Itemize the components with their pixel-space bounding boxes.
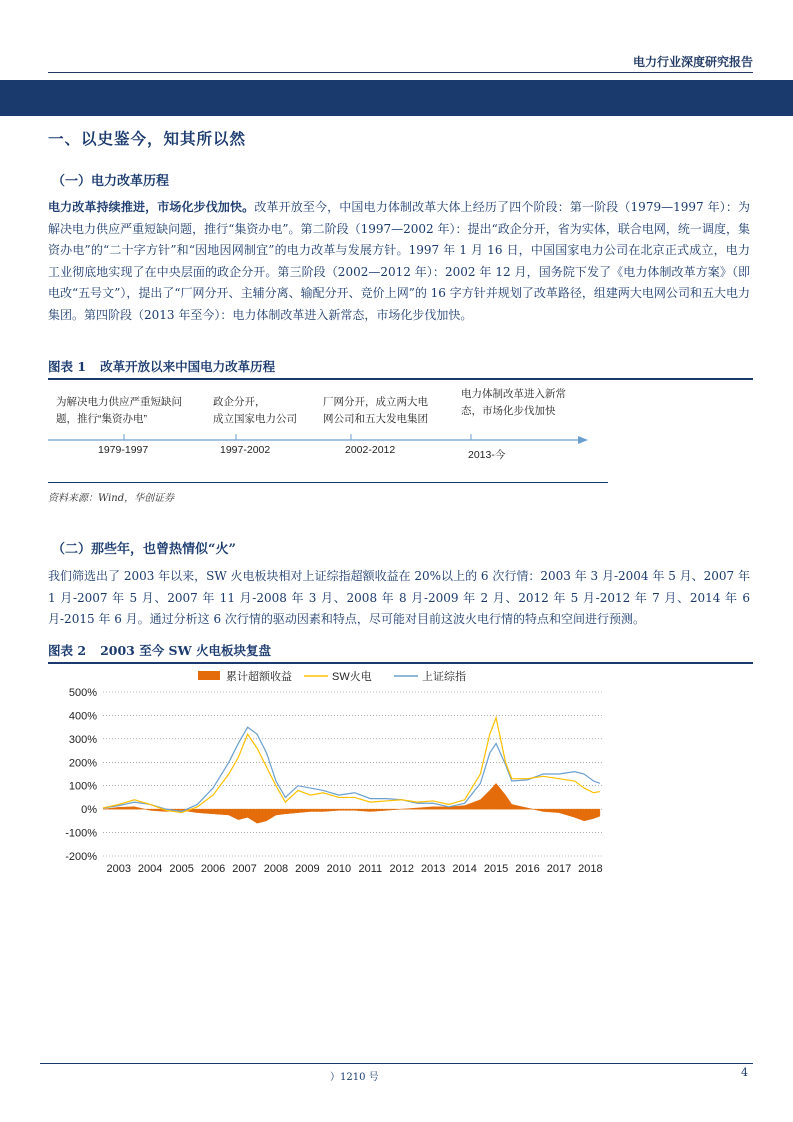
reform-timeline [48,380,608,483]
subsection-heading-1: （一）电力改革历程 [52,174,170,189]
x-tick-label: 2010 [326,863,352,875]
thermal-power-chart [48,664,608,879]
report-header-title: 电力行业深度研究报告 [632,55,753,69]
x-tick-label: 2014 [452,863,477,875]
x-tick-label: 2008 [263,863,289,875]
figure2-number: 图表 2 [48,643,87,658]
series-sw-thermal-line [103,718,600,813]
x-tick-label: 2003 [106,863,131,875]
timeline-arrow-icon [578,436,588,444]
y-tick-label: -200% [65,851,97,863]
y-tick-label: 400% [68,710,97,723]
x-tick-label: 2015 [483,863,509,875]
page-number: 4 [741,1066,748,1079]
x-tick-label: 2009 [295,863,320,875]
figure1-number: 图表 1 [48,359,87,374]
figure1-title [48,357,753,380]
figure1-caption: 改革开放以来中国电力改革历程 [100,359,276,374]
legend-label: 累计超额收益 [226,671,292,683]
y-tick-label: 100% [68,780,97,793]
footer-document-number: ）1210 号 [330,1072,379,1083]
x-tick-label: 2004 [137,863,163,875]
y-tick-label: -100% [65,827,97,840]
x-tick-label: 2016 [515,863,540,875]
series-excess-return-area [103,783,600,823]
legend-swatch [198,671,220,680]
y-tick-label: 200% [68,757,97,770]
paragraph-body: 改革开放至今，中国电力体制改革大体上经历了四个阶段：第一阶段（1979—1997 年）：为解决电力供应严重短缺问题，推行“集资办电”。第二阶段（1997—2002 年）：提出“政企分开，省为实体，联合电网，统一调度，集资办电”的“二十字方针”和“因地因网制宜”的电力改革与发展方针。1997 年 1 月 16 日，中国国家电力公司在北京正式成立，电力工业彻底地实现了在中央层面的政企分开。第三阶段（2002—2012 年）：2002 年 12 月，国务院下发了《电力体制改革方案》（即电改“五号文”），提出了“厂网分开、主辅分离、输配分开、竞价上网”的 16 字方针并规划了改革路径，组建两大电网公司和五大电力集团。第四阶段（2013 年至今）：电力体制改革进入新常态，市场化步伐加快。 [48,200,750,322]
legend-label: 上证综指 [422,671,466,683]
subsection-heading-2: （二）那些年，也曾热情似“火” [52,542,236,557]
timeline-stage-4: 电力体制改革进入新常 态，市场化步伐加快 [461,388,566,417]
timeline-stage-2: 政企分开， 成立国家电力公司 [213,396,297,425]
x-tick-label: 2017 [546,863,572,875]
x-tick-label: 2006 [200,863,226,875]
footer-rule [40,1063,753,1064]
section-heading: 一、以史鉴今，知其所以然 [48,129,247,148]
paragraph-lead: 电力改革持续推进，市场化步伐加快。 [48,200,255,214]
x-tick-label: 2012 [389,863,414,875]
timeline-period-3: 2002-2012 [345,444,396,456]
figure2-caption: 2003 至今 SW 火电板块复盘 [100,643,271,658]
x-tick-label: 2018 [578,863,603,875]
timeline-period-1: 1979-1997 [98,444,149,456]
timeline-stage-1: 为解决电力供应严重短缺问 题，推行“集资办电” [56,396,182,425]
timeline-period-4: 2013-今 [468,449,506,461]
x-tick-label: 2007 [232,863,257,875]
reform-history-paragraph [48,197,750,326]
header-rule [48,72,753,73]
y-tick-label: 300% [68,733,97,746]
y-tick-label: 0% [81,804,97,817]
x-tick-label: 2005 [169,863,194,875]
y-tick-label: 500% [68,687,97,699]
x-tick-label: 2011 [358,863,383,875]
thermal-rally-paragraph: 我们筛选出了 2003 年以来，SW 火电板块相对上证综指超额收益在 20%以上的 6 次行情：2003 年 3 月-2004 年 5 月、2007 年 1 月-2007 年 5 月、2007 年 11 月-2008 年 3 月、2008 年 8 月-2009 年 2 月、2012 年 5 月-2012 年 7 月、2014 年 6 月-2015 年 6 月。通过分析这 6 次行情的驱动因素和特点，尽可能对目前这波火电行情的特点和空间进行预测。 [48,569,750,626]
legend-label: SW火电 [332,671,372,683]
figure2-title [48,641,753,664]
timeline-stage-3: 厂网分开，成立两大电 网公司和五大发电集团 [323,396,428,425]
header-band [0,80,793,116]
x-tick-label: 2013 [420,863,446,875]
figure1-source: 资料来源：Wind，华创证券 [48,493,175,504]
series-shanghai-index-line [103,727,600,811]
timeline-period-2: 1997-2002 [220,444,271,456]
